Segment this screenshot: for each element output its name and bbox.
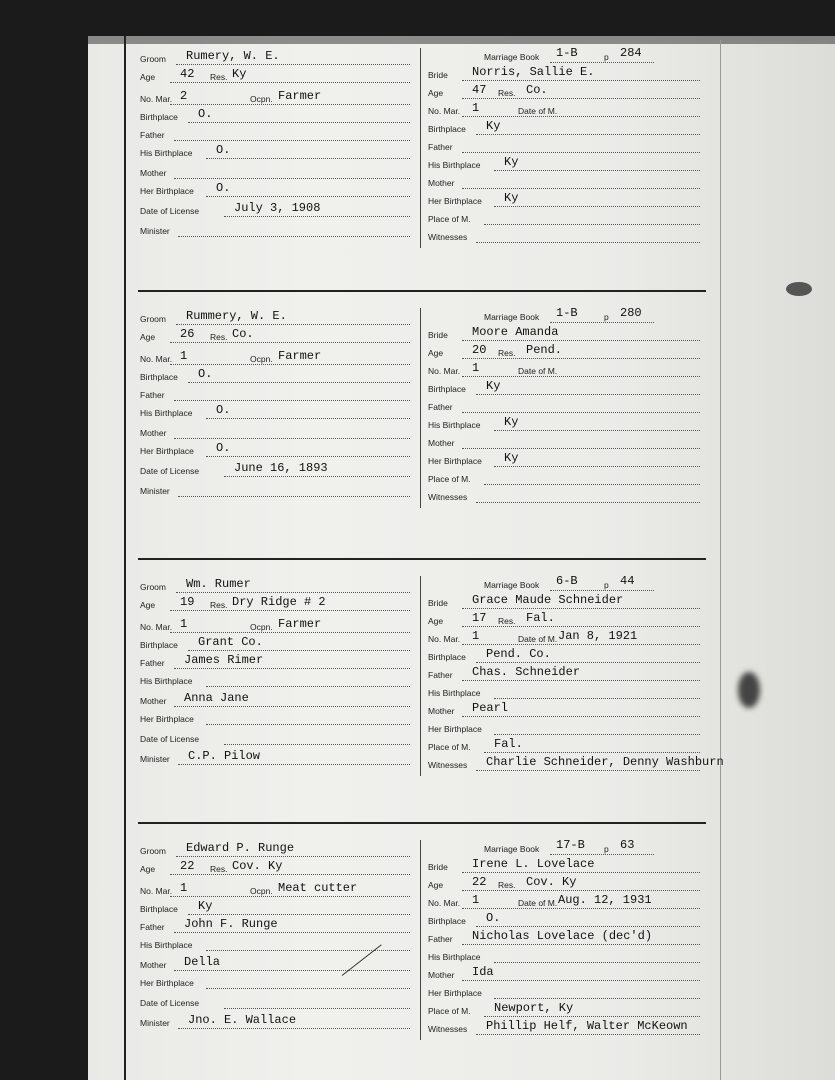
bride-date-of-m-label: Date of M. bbox=[518, 634, 558, 644]
groom-her_birthplace-label: Her Birthplace bbox=[140, 446, 194, 456]
bride-mother-line bbox=[462, 448, 700, 449]
groom-groom-label: Groom bbox=[140, 54, 166, 64]
bride-mother: Pearl bbox=[472, 701, 509, 715]
marriage-book: 1-B bbox=[556, 46, 578, 60]
groom-date_of_license-label: Date of License bbox=[140, 734, 200, 744]
card-divider bbox=[138, 290, 706, 292]
groom-his_birthplace-line bbox=[206, 158, 410, 159]
bride-no_mar-line bbox=[462, 644, 700, 645]
card-divider bbox=[138, 822, 706, 824]
groom-minister-label: Minister bbox=[140, 1018, 170, 1028]
groom-mother-line bbox=[174, 706, 410, 707]
bride-father: Nicholas Lovelace (dec'd) bbox=[472, 929, 653, 943]
groom-birthplace-line bbox=[188, 914, 410, 915]
groom-birthplace-line bbox=[188, 122, 410, 123]
groom-name: Rummery, W. E. bbox=[186, 309, 287, 323]
groom-her_birthplace-label: Her Birthplace bbox=[140, 978, 194, 988]
bride-place-of-m: Newport, Ky bbox=[494, 1001, 574, 1015]
groom-age-label: Age bbox=[140, 864, 156, 874]
groom-birthplace-label: Birthplace bbox=[140, 640, 178, 650]
bride-age-label: Age bbox=[428, 616, 444, 626]
bride-father-line bbox=[462, 152, 700, 153]
marriage-book-page: 284 bbox=[620, 46, 642, 60]
groom-name: Wm. Rumer bbox=[186, 577, 251, 591]
groom-mother-label: Mother bbox=[140, 168, 167, 178]
marriage-book: 1-B bbox=[556, 306, 578, 320]
bride-age-line bbox=[462, 890, 700, 891]
card-center-line bbox=[420, 48, 421, 248]
card-center-line bbox=[420, 576, 421, 776]
groom-no-mar: 2 bbox=[180, 89, 188, 103]
bride-her_birthplace-label: Her Birthplace bbox=[428, 196, 482, 206]
bride-res: Cov. Ky bbox=[526, 875, 577, 889]
groom-birthplace: Grant Co. bbox=[198, 635, 263, 649]
bride-place_of_m-line bbox=[484, 1016, 700, 1017]
groom-mother-line bbox=[174, 970, 410, 971]
bride-bride-line bbox=[462, 872, 700, 873]
card-center-line bbox=[420, 308, 421, 508]
bride-her_birthplace-label: Her Birthplace bbox=[428, 724, 482, 734]
bride-birthplace-line bbox=[476, 926, 700, 927]
bride-father-label: Father bbox=[428, 670, 453, 680]
bride-his_birthplace-line bbox=[494, 698, 700, 699]
groom-age: 26 bbox=[180, 327, 195, 341]
bride-mother-line bbox=[462, 980, 700, 981]
groom-date_of_license-label: Date of License bbox=[140, 998, 200, 1008]
sheet-top-shadow bbox=[88, 36, 835, 44]
bride-birthplace-label: Birthplace bbox=[428, 124, 466, 134]
groom-father-label: Father bbox=[140, 130, 165, 140]
groom-her_birthplace-label: Her Birthplace bbox=[140, 186, 194, 196]
groom-res: Ky bbox=[232, 67, 247, 81]
groom-res-label: Res. bbox=[210, 600, 228, 610]
groom-minister-label: Minister bbox=[140, 754, 170, 764]
bride-father-label: Father bbox=[428, 142, 453, 152]
bride-witnesses-line bbox=[476, 242, 700, 243]
bride-no_mar-label: No. Mar. bbox=[428, 106, 461, 116]
groom-age-line bbox=[170, 610, 410, 611]
groom-date_of_license-label: Date of License bbox=[140, 466, 200, 476]
bride-father-line bbox=[462, 944, 700, 945]
marriage-book-line bbox=[550, 590, 654, 591]
bride-mother-line bbox=[462, 716, 700, 717]
bride-no_mar-label: No. Mar. bbox=[428, 898, 461, 908]
groom-his-birthplace: O. bbox=[216, 143, 231, 157]
marriage-book: 6-B bbox=[556, 574, 578, 588]
bride-res-label: Res. bbox=[498, 616, 516, 626]
groom-no-mar: 1 bbox=[180, 617, 188, 631]
groom-age: 42 bbox=[180, 67, 195, 81]
marriage-book-p-label: p bbox=[604, 580, 609, 590]
bride-mother-label: Mother bbox=[428, 438, 455, 448]
bride-birthplace-line bbox=[476, 134, 700, 135]
groom-no_mar-label: No. Mar. bbox=[140, 94, 173, 104]
marriage-book-page: 63 bbox=[620, 838, 635, 852]
groom-ocpn: Farmer bbox=[278, 617, 322, 631]
groom-date_of_license-line bbox=[224, 1008, 410, 1009]
groom-birthplace-label: Birthplace bbox=[140, 112, 178, 122]
bride-res-label: Res. bbox=[498, 88, 516, 98]
bride-his_birthplace-label: His Birthplace bbox=[428, 420, 481, 430]
bride-his_birthplace-line bbox=[494, 170, 700, 171]
bride-birthplace: O. bbox=[486, 911, 501, 925]
groom-no_mar-line bbox=[170, 104, 410, 105]
groom-ocpn: Farmer bbox=[278, 89, 322, 103]
bride-bride-line bbox=[462, 340, 700, 341]
groom-father-line bbox=[174, 932, 410, 933]
bride-bride-label: Bride bbox=[428, 70, 448, 80]
bride-birthplace: Ky bbox=[486, 119, 501, 133]
groom-her_birthplace-line bbox=[206, 988, 410, 989]
bride-her_birthplace-label: Her Birthplace bbox=[428, 988, 482, 998]
groom-groom-line bbox=[176, 856, 410, 857]
bride-age-line bbox=[462, 626, 700, 627]
groom-ocpn-label: Ocpn. bbox=[250, 886, 273, 896]
bride-mother-line bbox=[462, 188, 700, 189]
bride-birthplace: Ky bbox=[486, 379, 501, 393]
marriage-book-p-label: p bbox=[604, 844, 609, 854]
groom-no_mar-label: No. Mar. bbox=[140, 354, 173, 364]
bride-no-mar: 1 bbox=[472, 101, 480, 115]
marriage-book-label: Marriage Book bbox=[484, 312, 540, 322]
bride-res: Fal. bbox=[526, 611, 555, 625]
groom-minister: Jno. E. Wallace bbox=[188, 1013, 297, 1027]
bride-age: 47 bbox=[472, 83, 487, 97]
groom-name: Rumery, W. E. bbox=[186, 49, 280, 63]
bride-res: Co. bbox=[526, 83, 548, 97]
groom-minister: C.P. Pilow bbox=[188, 749, 261, 763]
marriage-book-p-label: p bbox=[604, 52, 609, 62]
groom-res: Cov. Ky bbox=[232, 859, 283, 873]
bride-res-label: Res. bbox=[498, 348, 516, 358]
groom-ocpn-label: Ocpn. bbox=[250, 354, 273, 364]
groom-date-of-license: June 16, 1893 bbox=[234, 461, 328, 475]
groom-mother-line bbox=[174, 438, 410, 439]
bride-his_birthplace-line bbox=[494, 430, 700, 431]
marriage-book-label: Marriage Book bbox=[484, 52, 540, 62]
left-margin-line bbox=[124, 36, 126, 1080]
groom-res: Co. bbox=[232, 327, 254, 341]
groom-minister-line bbox=[178, 236, 410, 237]
groom-age: 19 bbox=[180, 595, 195, 609]
groom-date_of_license-line bbox=[224, 216, 410, 217]
bride-her_birthplace-label: Her Birthplace bbox=[428, 456, 482, 466]
bride-age: 17 bbox=[472, 611, 487, 625]
bride-his_birthplace-line bbox=[494, 962, 700, 963]
bride-place_of_m-label: Place of M. bbox=[428, 742, 471, 752]
bride-age-label: Age bbox=[428, 880, 444, 890]
bride-age-line bbox=[462, 98, 700, 99]
groom-ocpn: Farmer bbox=[278, 349, 322, 363]
groom-mother: Della bbox=[184, 955, 221, 969]
bride-place_of_m-label: Place of M. bbox=[428, 214, 471, 224]
groom-birthplace: O. bbox=[198, 107, 213, 121]
bride-date-of-m: Jan 8, 1921 bbox=[558, 629, 638, 643]
groom-her-birthplace: O. bbox=[216, 181, 231, 195]
bride-witnesses: Phillip Helf, Walter McKeown bbox=[486, 1019, 688, 1033]
bride-bride-line bbox=[462, 608, 700, 609]
bride-birthplace: Pend. Co. bbox=[486, 647, 551, 661]
marriage-book-page: 280 bbox=[620, 306, 642, 320]
right-margin-line bbox=[720, 40, 721, 1080]
groom-her_birthplace-line bbox=[206, 456, 410, 457]
groom-ocpn-label: Ocpn. bbox=[250, 622, 273, 632]
bride-mother-label: Mother bbox=[428, 970, 455, 980]
bride-birthplace-label: Birthplace bbox=[428, 916, 466, 926]
groom-age-label: Age bbox=[140, 72, 156, 82]
bride-date-of-m-label: Date of M. bbox=[518, 366, 558, 376]
groom-birthplace-line bbox=[188, 382, 410, 383]
bride-no_mar-line bbox=[462, 376, 700, 377]
bride-her_birthplace-line bbox=[494, 734, 700, 735]
bride-witnesses-line bbox=[476, 1034, 700, 1035]
bride-name: Grace Maude Schneider bbox=[472, 593, 624, 607]
bride-date-of-m: Aug. 12, 1931 bbox=[558, 893, 652, 907]
card-center-line bbox=[420, 840, 421, 1040]
bride-father-line bbox=[462, 680, 700, 681]
groom-no_mar-label: No. Mar. bbox=[140, 886, 173, 896]
groom-his_birthplace-label: His Birthplace bbox=[140, 408, 193, 418]
groom-age-label: Age bbox=[140, 332, 156, 342]
bride-witnesses-label: Witnesses bbox=[428, 760, 468, 770]
groom-father-line bbox=[174, 668, 410, 669]
bride-name: Norris, Sallie E. bbox=[472, 65, 595, 79]
bride-mother-label: Mother bbox=[428, 706, 455, 716]
bride-bride-label: Bride bbox=[428, 862, 448, 872]
groom-her-birthplace: O. bbox=[216, 441, 231, 455]
bride-her_birthplace-line bbox=[494, 206, 700, 207]
groom-ocpn-label: Ocpn. bbox=[250, 94, 273, 104]
bride-father: Chas. Schneider bbox=[472, 665, 581, 679]
bride-witnesses-line bbox=[476, 502, 700, 503]
bride-res: Pend. bbox=[526, 343, 563, 357]
bride-birthplace-line bbox=[476, 394, 700, 395]
bride-her_birthplace-line bbox=[494, 466, 700, 467]
groom-father: John F. Runge bbox=[184, 917, 278, 931]
ink-spot bbox=[786, 282, 812, 296]
marriage-book-line bbox=[550, 62, 654, 63]
groom-date_of_license-line bbox=[224, 476, 410, 477]
bride-mother: Ida bbox=[472, 965, 494, 979]
marriage-book: 17-B bbox=[556, 838, 585, 852]
bride-no_mar-label: No. Mar. bbox=[428, 366, 461, 376]
groom-birthplace: Ky bbox=[198, 899, 213, 913]
groom-groom-label: Groom bbox=[140, 582, 166, 592]
bride-birthplace-label: Birthplace bbox=[428, 652, 466, 662]
bride-his-birthplace: Ky bbox=[504, 155, 519, 169]
bride-name: Moore Amanda bbox=[472, 325, 559, 339]
card-divider bbox=[138, 558, 706, 560]
bride-bride-label: Bride bbox=[428, 330, 448, 340]
groom-no-mar: 1 bbox=[180, 881, 188, 895]
groom-his_birthplace-line bbox=[206, 686, 410, 687]
bride-her-birthplace: Ky bbox=[504, 191, 519, 205]
marriage-book-p-label: p bbox=[604, 312, 609, 322]
bride-mother-label: Mother bbox=[428, 178, 455, 188]
groom-no_mar-line bbox=[170, 632, 410, 633]
groom-her_birthplace-line bbox=[206, 196, 410, 197]
groom-minister-label: Minister bbox=[140, 226, 170, 236]
groom-ocpn: Meat cutter bbox=[278, 881, 358, 895]
groom-name: Edward P. Runge bbox=[186, 841, 295, 855]
marriage-book-label: Marriage Book bbox=[484, 580, 540, 590]
marriage-book-page: 44 bbox=[620, 574, 635, 588]
groom-mother-label: Mother bbox=[140, 960, 167, 970]
groom-minister-line bbox=[178, 496, 410, 497]
groom-mother-label: Mother bbox=[140, 428, 167, 438]
bride-father-label: Father bbox=[428, 934, 453, 944]
groom-mother-line bbox=[174, 178, 410, 179]
bride-no-mar: 1 bbox=[472, 893, 480, 907]
groom-his_birthplace-label: His Birthplace bbox=[140, 148, 193, 158]
groom-minister-line bbox=[178, 1028, 410, 1029]
bride-witnesses-label: Witnesses bbox=[428, 232, 468, 242]
bride-place_of_m-line bbox=[484, 752, 700, 753]
bride-age: 22 bbox=[472, 875, 487, 889]
bride-no-mar: 1 bbox=[472, 629, 480, 643]
bride-witnesses-label: Witnesses bbox=[428, 492, 468, 502]
groom-father-line bbox=[174, 400, 410, 401]
groom-age-label: Age bbox=[140, 600, 156, 610]
groom-birthplace-line bbox=[188, 650, 410, 651]
groom-res: Dry Ridge # 2 bbox=[232, 595, 326, 609]
bride-birthplace-line bbox=[476, 662, 700, 663]
bride-birthplace-label: Birthplace bbox=[428, 384, 466, 394]
groom-his_birthplace-label: His Birthplace bbox=[140, 940, 193, 950]
groom-age-line bbox=[170, 342, 410, 343]
groom-groom-line bbox=[176, 64, 410, 65]
groom-father-label: Father bbox=[140, 390, 165, 400]
groom-her_birthplace-label: Her Birthplace bbox=[140, 714, 194, 724]
groom-res-label: Res. bbox=[210, 332, 228, 342]
marriage-book-label: Marriage Book bbox=[484, 844, 540, 854]
bride-age-label: Age bbox=[428, 88, 444, 98]
groom-groom-label: Groom bbox=[140, 846, 166, 856]
groom-res-label: Res. bbox=[210, 864, 228, 874]
bride-no_mar-label: No. Mar. bbox=[428, 634, 461, 644]
groom-no_mar-line bbox=[170, 364, 410, 365]
bride-his_birthplace-label: His Birthplace bbox=[428, 952, 481, 962]
bride-her-birthplace: Ky bbox=[504, 451, 519, 465]
groom-groom-label: Groom bbox=[140, 314, 166, 324]
bride-no_mar-line bbox=[462, 908, 700, 909]
groom-no-mar: 1 bbox=[180, 349, 188, 363]
bride-age: 20 bbox=[472, 343, 487, 357]
bride-age-label: Age bbox=[428, 348, 444, 358]
bride-his_birthplace-label: His Birthplace bbox=[428, 160, 481, 170]
groom-age-line bbox=[170, 82, 410, 83]
groom-father-line bbox=[174, 140, 410, 141]
groom-groom-line bbox=[176, 592, 410, 593]
groom-his_birthplace-line bbox=[206, 418, 410, 419]
groom-age-line bbox=[170, 874, 410, 875]
bride-place_of_m-label: Place of M. bbox=[428, 1006, 471, 1016]
bride-witnesses-line bbox=[476, 770, 700, 771]
groom-mother: Anna Jane bbox=[184, 691, 249, 705]
bride-his_birthplace-label: His Birthplace bbox=[428, 688, 481, 698]
ink-spot bbox=[738, 672, 760, 708]
bride-name: Irene L. Lovelace bbox=[472, 857, 595, 871]
bride-place_of_m-label: Place of M. bbox=[428, 474, 471, 484]
groom-date_of_license-line bbox=[224, 744, 410, 745]
groom-minister-label: Minister bbox=[140, 486, 170, 496]
groom-no_mar-line bbox=[170, 896, 410, 897]
groom-no_mar-label: No. Mar. bbox=[140, 622, 173, 632]
groom-age: 22 bbox=[180, 859, 195, 873]
groom-date_of_license-label: Date of License bbox=[140, 206, 200, 216]
groom-minister-line bbox=[178, 764, 410, 765]
bride-date-of-m-label: Date of M. bbox=[518, 106, 558, 116]
bride-age-line bbox=[462, 358, 700, 359]
bride-no-mar: 1 bbox=[472, 361, 480, 375]
bride-date-of-m-label: Date of M. bbox=[518, 898, 558, 908]
groom-father: James Rimer bbox=[184, 653, 264, 667]
groom-date-of-license: July 3, 1908 bbox=[234, 201, 321, 215]
marriage-book-line bbox=[550, 854, 654, 855]
groom-father-label: Father bbox=[140, 658, 165, 668]
bride-witnesses-label: Witnesses bbox=[428, 1024, 468, 1034]
groom-his_birthplace-label: His Birthplace bbox=[140, 676, 193, 686]
bride-father-line bbox=[462, 412, 700, 413]
bride-witnesses: Charlie Schneider, Denny Washburn bbox=[486, 755, 724, 769]
groom-her_birthplace-line bbox=[206, 724, 410, 725]
bride-place-of-m: Fal. bbox=[494, 737, 523, 751]
bride-his-birthplace: Ky bbox=[504, 415, 519, 429]
groom-groom-line bbox=[176, 324, 410, 325]
bride-bride-line bbox=[462, 80, 700, 81]
bride-no_mar-line bbox=[462, 116, 700, 117]
groom-father-label: Father bbox=[140, 922, 165, 932]
groom-birthplace-label: Birthplace bbox=[140, 372, 178, 382]
groom-birthplace: O. bbox=[198, 367, 213, 381]
groom-res-label: Res. bbox=[210, 72, 228, 82]
groom-mother-label: Mother bbox=[140, 696, 167, 706]
bride-father-label: Father bbox=[428, 402, 453, 412]
bride-bride-label: Bride bbox=[428, 598, 448, 608]
marriage-book-line bbox=[550, 322, 654, 323]
groom-his_birthplace-line bbox=[206, 950, 410, 951]
bride-her_birthplace-line bbox=[494, 998, 700, 999]
bride-res-label: Res. bbox=[498, 880, 516, 890]
bride-place_of_m-line bbox=[484, 224, 700, 225]
groom-his-birthplace: O. bbox=[216, 403, 231, 417]
bride-place_of_m-line bbox=[484, 484, 700, 485]
groom-birthplace-label: Birthplace bbox=[140, 904, 178, 914]
